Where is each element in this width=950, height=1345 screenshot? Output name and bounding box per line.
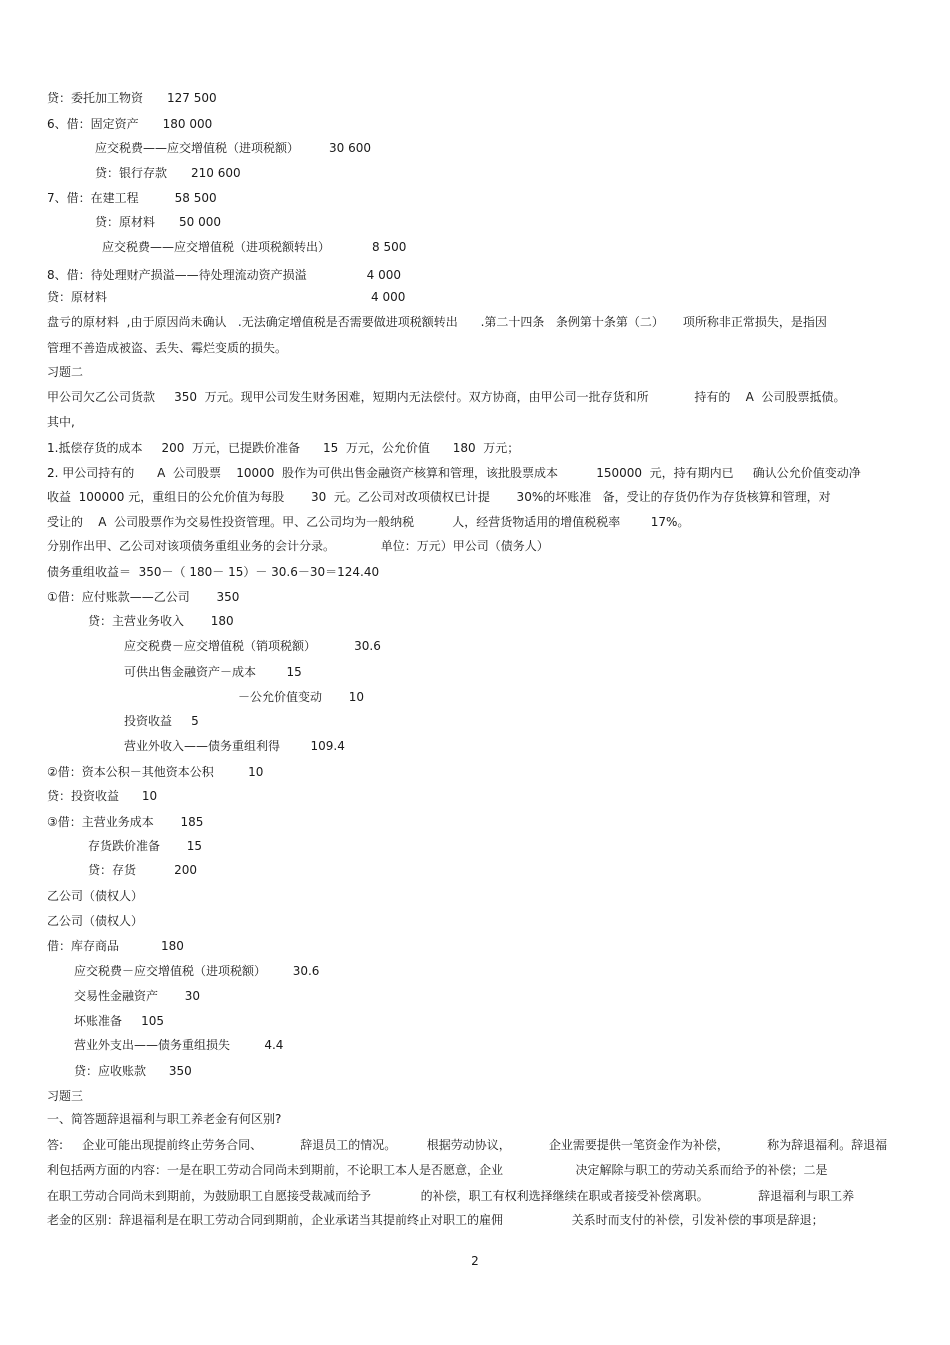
text-line: 其中, [47, 415, 75, 429]
text-line: 贷：应收账款 350 [74, 1064, 192, 1078]
text-line: 贷：原材料 4 000 [47, 290, 406, 304]
text-line: 营业外收入——债务重组利得 109.4 [124, 739, 345, 753]
text-line: 贷：存货 200 [88, 863, 198, 877]
text-line: 可供出售金融资产－成本 15 [124, 665, 302, 679]
text-line: 贷：银行存款 210 600 [95, 166, 241, 180]
text-line: 交易性金融资产 30 [74, 989, 200, 1003]
text-line: 8、借：待处理财产损溢——待处理流动资产损溢 4 000 [47, 268, 401, 282]
text-line: ①借：应付账款——乙公司 350 [47, 590, 240, 604]
text-line: 受让的 A 公司股票作为交易性投资管理。甲、乙公司均为一般纳税 人，经营货物适用的增值税税率 17%。 [47, 515, 690, 529]
text-line: 应交税费－应交增值税（销项税额） 30.6 [124, 639, 381, 653]
text-line: 借：库存商品 180 [47, 939, 184, 953]
text-line: －公允价值变动 10 [238, 690, 364, 704]
text-line: 1.抵偿存货的成本 200 万元，已提跌价准备 15 万元，公允价值 180 万元； [47, 441, 520, 455]
text-line: 2. 甲公司持有的 A 公司股票 10000 股作为可供出售金融资产核算和管理，该批股票成本 150000 元，持有期内已 确认公允价值变动净 [47, 466, 861, 480]
text-line: 贷：投资收益 10 [47, 789, 158, 803]
text-line: 分别作出甲、乙公司对该项债务重组业务的会计分录。 单位：万元）甲公司（债务人） [47, 539, 549, 553]
text-line: 债务重组收益＝ 350－（ 180－ 15）－ 30.6－30＝124.40 [47, 565, 380, 579]
text-line: 在职工劳动合同尚未到期前，为鼓励职工自愿接受裁减而给予 的补偿，职工有权利选择继续在职或者接受补偿离职。 辞退福利与职工养 [47, 1189, 855, 1203]
text-line: 答: 企业可能出现提前终止劳务合同、 辞退员工的情况。 根据劳动协议， 企业需要提供一笔资金作为补偿， 称为辞退福利。辞退福 [47, 1138, 888, 1152]
section-heading: 习题二 [47, 365, 84, 379]
page-number: 2 [471, 1254, 479, 1268]
text-line: 乙公司（债权人） [47, 914, 144, 928]
text-line: 坏账准备 105 [74, 1014, 164, 1028]
text-line: 老金的区别：辞退福利是在职工劳动合同到期前，企业承诺当其提前终止对职工的雇佣 关系时而支付的补偿，引发补偿的事项是辞退； [47, 1213, 824, 1227]
text-line: ③借：主营业务成本 185 [47, 815, 204, 829]
text-line: 应交税费－应交增值税（进项税额） 30.6 [74, 964, 320, 978]
text-line: 收益 100000 元，重组日的公允价值为每股 30 元。乙公司对改项债权已计提 30%的坏账准 备，受让的存货仍作为存货核算和管理，对 [47, 490, 831, 504]
text-line: 一、简答题辞退福利与职工养老金有何区别? [47, 1112, 282, 1126]
text-line: 6、借：固定资产 180 000 [47, 117, 213, 131]
text-line: 存货跌价准备 15 [88, 839, 202, 853]
text-line: 甲公司欠乙公司货款 350 万元。现甲公司发生财务困难，短期内无法偿付。双方协商，由甲公司一批存货和所 持有的 A 公司股票抵债。 [47, 390, 846, 404]
text-line: 7、借：在建工程 58 500 [47, 191, 217, 205]
text-line: 贷：主营业务收入 180 [88, 614, 234, 628]
section-heading: 习题三 [47, 1089, 84, 1103]
text-line: 管理不善造成被盗、丢失、霉烂变质的损失。 [47, 341, 288, 355]
text-line: 应交税费——应交增值税（进项税额转出） 8 500 [102, 240, 407, 254]
text-line: 乙公司（债权人） [47, 889, 144, 903]
text-line: 投资收益 5 [124, 714, 199, 728]
text-line: 营业外支出——债务重组损失 4.4 [74, 1038, 284, 1052]
text-line: 贷：原材料 50 000 [95, 215, 221, 229]
text-line: 利包括两方面的内容：一是在职工劳动合同尚未到期前，不论职工本人是否愿意，企业 决定解除与职工的劳动关系而给予的补偿；二是 [47, 1163, 828, 1177]
text-line: 盘亏的原材料 ,由于原因尚未确认 .无法确定增值税是否需要做进项税额转出 .第二十四条 条例第十条第（二） 项所称非正常损失，是指因 [47, 315, 827, 329]
text-line: 贷：委托加工物资 127 500 [47, 91, 217, 105]
text-line: 应交税费——应交增值税（进项税额） 30 600 [95, 141, 371, 155]
text-line: ②借：资本公积－其他资本公积 10 [47, 765, 264, 779]
